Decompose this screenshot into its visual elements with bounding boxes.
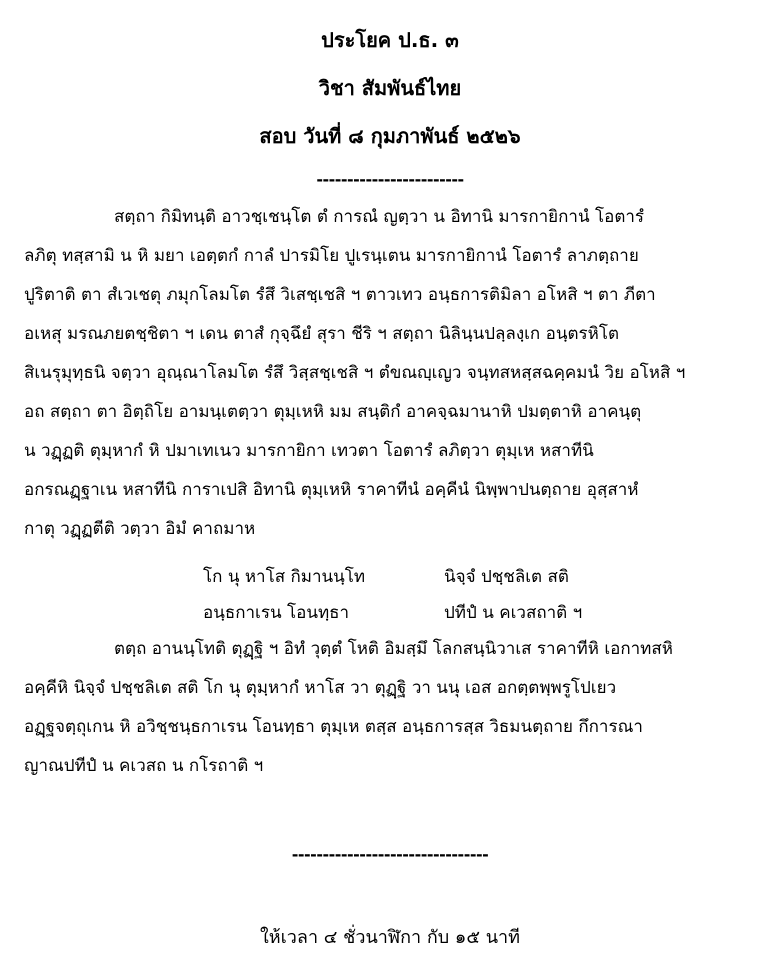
paragraph2-line: อฏฺฐจตฺถุเกน หิ อวิชฺชนฺธกาเรน โอนทฺธา ตุมฺเห ตสฺส อนฺธการสฺส วิธมนตฺถาย กึการณา <box>24 717 643 737</box>
paragraph1-line: สตฺถา กิมิทนฺติ อาวชฺเชนฺโต ตํ การณํ ญตฺวา น อิทานิ มารกายิกานํ โอตารํ <box>114 207 645 227</box>
paragraph2-line: ญาณปทีปํ น คเวสถ น กโรถาติ ฯ <box>24 756 264 776</box>
paragraph1-line: อเหสุ มรณภยตชฺชิตา ฯ เดน ตาสํ กุจฺฉึยํ สุรา ชีริ ฯ สตฺถา นิลินฺนปลฺลงฺเก อนฺตรหิโต <box>24 324 620 344</box>
verse-line1-second-half: นิจฺจํ ปชฺชลิเต สติ <box>444 567 569 587</box>
verse-line2-first-half: อนฺธกาเรน โอนทฺธา <box>203 603 350 623</box>
paragraph2-line: อคฺคีหิ นิจฺจํ ปชฺชลิเต สติ โก นุ ตุมฺหากํ หาโส วา ตุฏฺฐิ วา นนุ เอส อกตฺตพฺพรูโปเยว <box>24 678 617 698</box>
paragraph1-line: อกรณฏฺฐาเน หสาทีนิ การาเปสิ อิทานิ ตุมฺเหหิ ราคาทีนํ อคฺคีนํ นิพฺพาปนตฺถาย อุสฺสาหํ <box>24 480 639 500</box>
paragraph1-line: อถ สตฺถา ตา อิตฺถิโย อามนฺเตตฺวา ตุมฺเหหิ มม สนฺติกํ อาคจฺฉมานาหิ ปมตฺตาหิ อาคนฺตุ <box>24 402 642 422</box>
paragraph1-line: ปูริตาติ ตา สํเวเชตุ ภมุกโลมโต รํสึ วิเสชฺเชสิ ฯ ตาวเทว อนฺธการติมิลา อโหสิ ฯ ตา ภีตา <box>24 285 656 305</box>
verse-line2-second-half: ปทีปํ น คเวสถาติ ฯ <box>444 603 583 623</box>
subject-title: วิชา สัมพันธ์ไทย <box>318 76 462 100</box>
paragraph1-line: สิเนรุมุทฺธนิ จตฺวา อุณฺณาโลมโต รํสึ วิสฺสชฺเชสิ ฯ ตํขณญฺเญว จนฺทสหสฺสฉคฺคมนํ วิย อโหสิ ฯ <box>24 363 686 383</box>
exam-level-title: ประโยค ป.ธ. ๓ <box>321 28 459 52</box>
time-allowed-note: ให้เวลา ๔ ชั่วนาฬิกา กับ ๑๕ นาที <box>260 927 520 948</box>
paragraph1-line: น วฏฺฏติ ตุมฺหากํ หิ ปมาเทเนว มารกายิกา เทวตา โอตารํ ลภิตฺวา ตุมฺเห หสาทีนิ <box>24 441 594 461</box>
paragraph2-line: ตตฺถ อานนฺโทติ ตุฏฺฐิ ฯ อิทํ วุตฺตํ โหติ อิมสฺมึ โลกสนฺนิวาเส ราคาทีหิ เอกาทสหิ <box>114 639 673 659</box>
header-separator: ------------------------ <box>316 170 464 189</box>
footer-separator: -------------------------------- <box>291 845 489 864</box>
paragraph1-line: ลภิตุ ทสฺสามิ น หิ มยา เอตฺตกํ กาลํ ปารมิโย ปูเรนฺเตน มารกายิกานํ โอตารํ ลาภตฺถาย <box>24 246 639 266</box>
paragraph1-line: กาตุ วฏฺฏตีติ วตฺวา อิมํ คาถมาห <box>24 519 256 539</box>
exam-date-title: สอบ วันที่ ๘ กุมภาพันธ์ ๒๕๒๖ <box>259 124 521 148</box>
verse-line1-first-half: โก นุ หาโส กิมานนฺโท <box>203 567 366 587</box>
